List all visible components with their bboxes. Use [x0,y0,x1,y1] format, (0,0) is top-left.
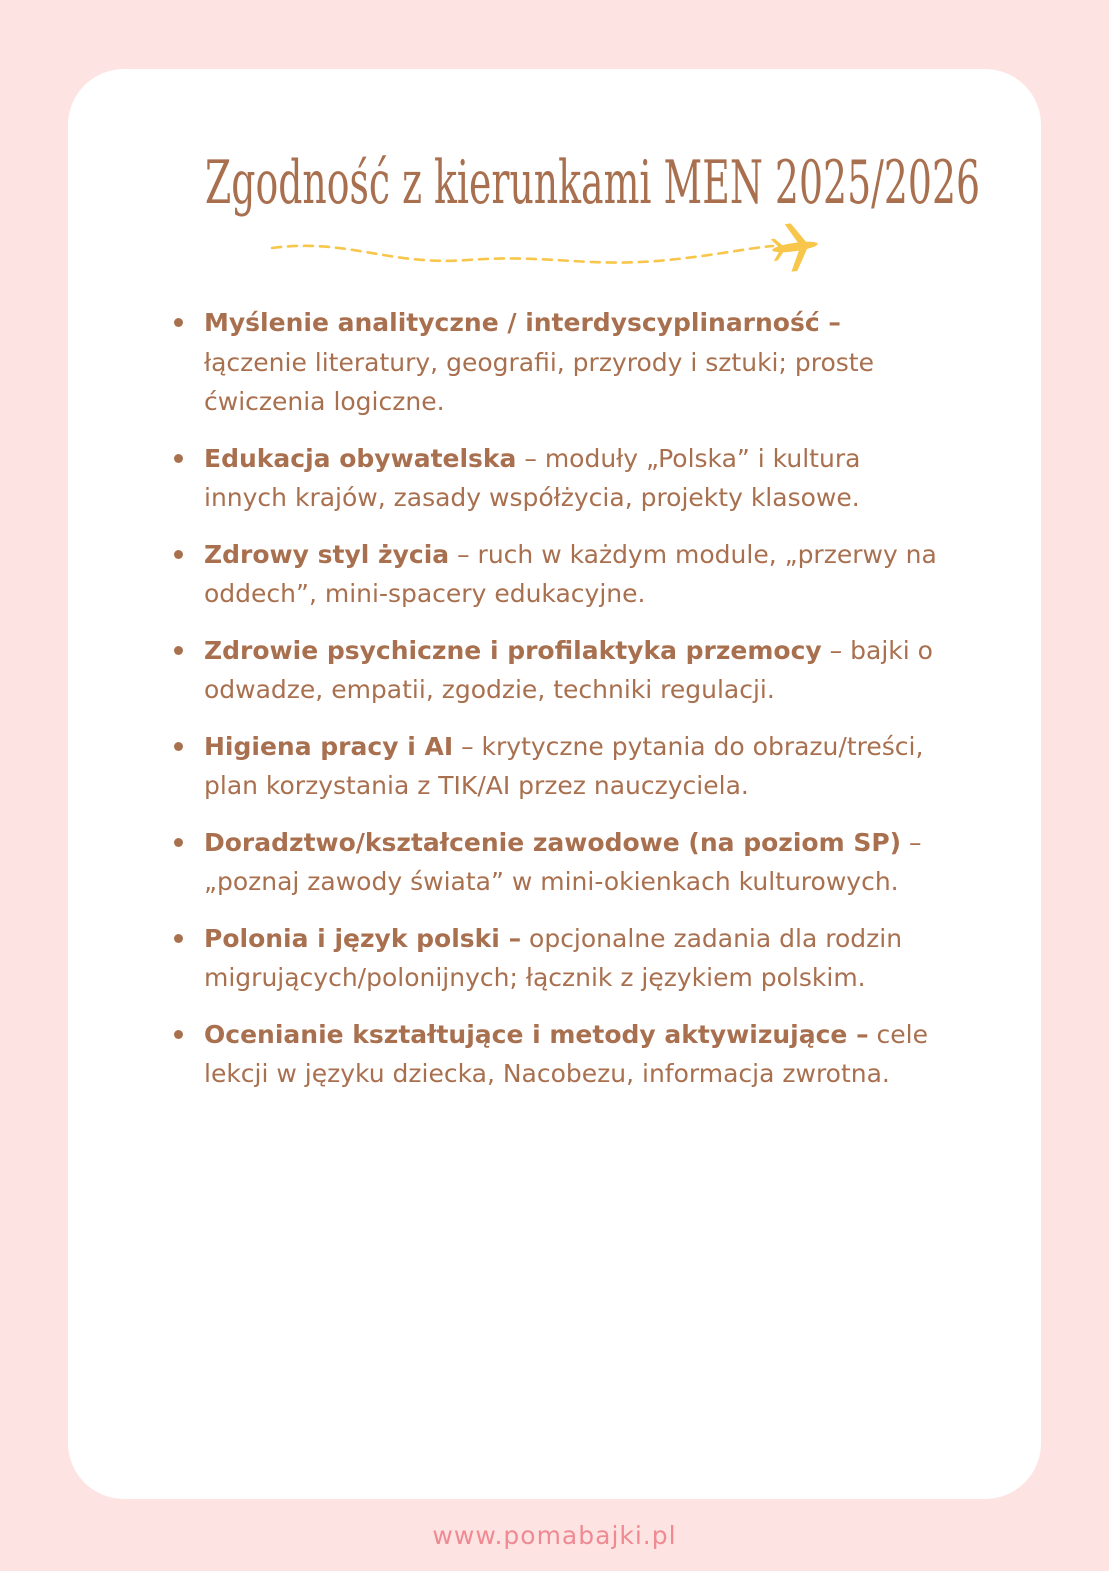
airplane-icon [769,220,821,274]
item-heading: Polonia i język polski – [204,923,522,953]
list-item [0,823,944,902]
page-title: Zgodność z kierunkami MEN 2025/2026 [204,148,981,218]
item-heading: Zdrowy styl życia [204,539,450,569]
bullet-icon [174,454,183,463]
item-text: – ruch w każdym module, „przerwy na oddech”, mini-spacery edukacyjne. [204,539,937,608]
item-heading: Ocenianie kształtujące i metody aktywizujące – [204,1019,869,1049]
list-item [0,727,944,806]
list-item [0,439,944,518]
requirements-list [0,303,1109,1111]
bullet-icon [174,1030,183,1039]
bullet-icon [174,550,183,559]
bullet-icon [174,742,183,751]
item-text: łączenie literatury, geografii, przyrody i sztuki; proste ćwiczenia logiczne. [204,347,874,416]
list-item [0,919,944,998]
bullet-icon [174,318,183,327]
list-item [0,303,944,422]
footer-website-link[interactable]: www.pomabajki.pl [432,1521,677,1550]
dashed-flight-path-decoration [268,220,828,280]
item-text: – „poznaj zawody świata” w mini-okienkach kulturowych. [204,827,922,896]
bullet-icon [174,838,183,847]
list-item [0,535,944,614]
bullet-icon [174,934,183,943]
item-heading: Higiena pracy i AI [204,731,454,761]
item-text: – moduły „Polska” i kultura innych krajów, zasady współżycia, projekty klasowe. [204,443,861,512]
list-item [0,1015,944,1094]
item-text: – bajki o odwadze, empatii, zgodzie, techniki regulacji. [204,635,933,704]
dashed-line [272,246,773,263]
item-text: – krytyczne pytania do obrazu/treści, plan korzystania z TIK/AI przez nauczyciela. [204,731,924,800]
item-heading: Myślenie analityczne / interdyscyplinarność – [204,308,841,337]
item-heading: Zdrowie psychiczne i profilaktyka przemocy [204,635,822,665]
list-item [0,631,944,710]
flight-path-graphic [268,220,828,280]
item-text: cele lekcji w języku dziecka, Nacobezu, informacja zwrotna. [204,1019,928,1088]
item-heading: Edukacja obywatelska [204,443,517,473]
bullet-icon [174,646,183,655]
item-heading: Doradztwo/kształcenie zawodowe (na poziom SP) [204,827,902,857]
item-text: opcjonalne zadania dla rodzin migrujących/polonijnych; łącznik z językiem polskim. [204,923,903,992]
